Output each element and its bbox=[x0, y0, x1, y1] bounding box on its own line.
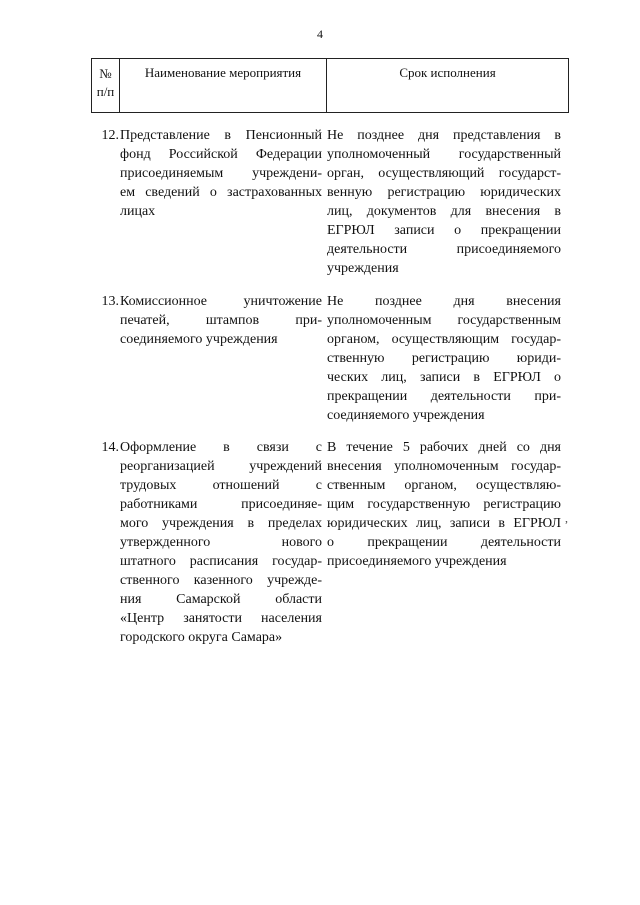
term-line: юридических лиц, записи в ЕГРЮЛ bbox=[327, 516, 561, 531]
name-line: Оформление в связи с bbox=[120, 440, 322, 455]
header-number-sublabel: п/п bbox=[96, 83, 115, 99]
term-line: орган, осуществляющий государст- bbox=[327, 166, 561, 181]
term-line: уполномоченный государственный bbox=[327, 147, 561, 162]
term-line: ческих лиц, записи в ЕГРЮЛ о bbox=[327, 370, 561, 385]
row-number: 13. bbox=[101, 294, 119, 309]
term-line: Не позднее дня внесения bbox=[327, 294, 561, 309]
term-line: учреждения bbox=[327, 261, 399, 276]
term-line: ственную регистрацию юриди- bbox=[327, 351, 561, 366]
term-line: внесения уполномоченным государ- bbox=[327, 459, 561, 474]
row-number: 12. bbox=[101, 128, 119, 143]
name-line: печатей, штампов при- bbox=[120, 313, 322, 328]
term-line: деятельности присоединяемого bbox=[327, 242, 561, 257]
name-line: утвержденного нового bbox=[120, 535, 322, 550]
term-line: соединяемого учреждения bbox=[327, 408, 485, 423]
name-line: фонд Российской Федерации bbox=[120, 147, 322, 162]
row-term bbox=[327, 438, 561, 571]
row-number: 14. bbox=[101, 440, 119, 455]
header-number-label: № bbox=[99, 66, 112, 81]
page-number: 4 bbox=[317, 27, 323, 41]
header-term-cell: Срок исполнения bbox=[327, 59, 569, 113]
row-name bbox=[120, 292, 322, 349]
name-line: ственного казенного учрежде- bbox=[120, 573, 322, 588]
row-term bbox=[327, 126, 561, 278]
term-line: щим государственную регистрацию bbox=[327, 497, 561, 512]
name-line: Комиссионное уничтожение bbox=[120, 294, 322, 309]
name-line: присоединяемым учреждени- bbox=[120, 166, 322, 181]
name-line: мого учреждения в пределах bbox=[120, 516, 322, 531]
term-line: ЕГРЮЛ записи о прекращении bbox=[327, 223, 561, 238]
row-term bbox=[327, 292, 561, 425]
term-line: органом, осуществляющим государ- bbox=[327, 332, 561, 347]
name-line: «Центр занятости населения bbox=[120, 611, 322, 626]
row-name bbox=[120, 126, 322, 221]
name-line: ем сведений о застрахованных bbox=[120, 185, 322, 200]
name-line: реорганизацией учреждений bbox=[120, 459, 322, 474]
name-line: Представление в Пенсионный bbox=[120, 128, 322, 143]
term-line: прекращении деятельности при- bbox=[327, 389, 561, 404]
term-line: о прекращении деятельности bbox=[327, 535, 561, 550]
name-line: трудовых отношений с bbox=[120, 478, 322, 493]
term-line: В течение 5 рабочих дней со дня bbox=[327, 440, 561, 455]
term-line: лиц, документов для внесения в bbox=[327, 204, 561, 219]
header-name-cell: Наименование мероприятия bbox=[120, 59, 327, 113]
name-line: лицах bbox=[120, 204, 156, 219]
name-line: штатного расписания государ- bbox=[120, 554, 322, 569]
name-line: городского округа Самара» bbox=[120, 630, 283, 645]
margin-mark: , bbox=[565, 511, 568, 525]
term-line: Не позднее дня представления в bbox=[327, 128, 561, 143]
row-name bbox=[120, 438, 322, 647]
term-line: ственным органом, осуществляю- bbox=[327, 478, 561, 493]
term-line: уполномоченным государственным bbox=[327, 313, 561, 328]
table-header bbox=[91, 58, 569, 113]
name-line: ния Самарской области bbox=[120, 592, 322, 607]
name-line: соединяемого учреждения bbox=[120, 332, 278, 347]
name-line: работниками присоединяе- bbox=[120, 497, 322, 512]
header-number-cell bbox=[92, 59, 120, 113]
term-line: венную регистрацию юридических bbox=[327, 185, 561, 200]
term-line: присоединяемого учреждения bbox=[327, 554, 507, 569]
